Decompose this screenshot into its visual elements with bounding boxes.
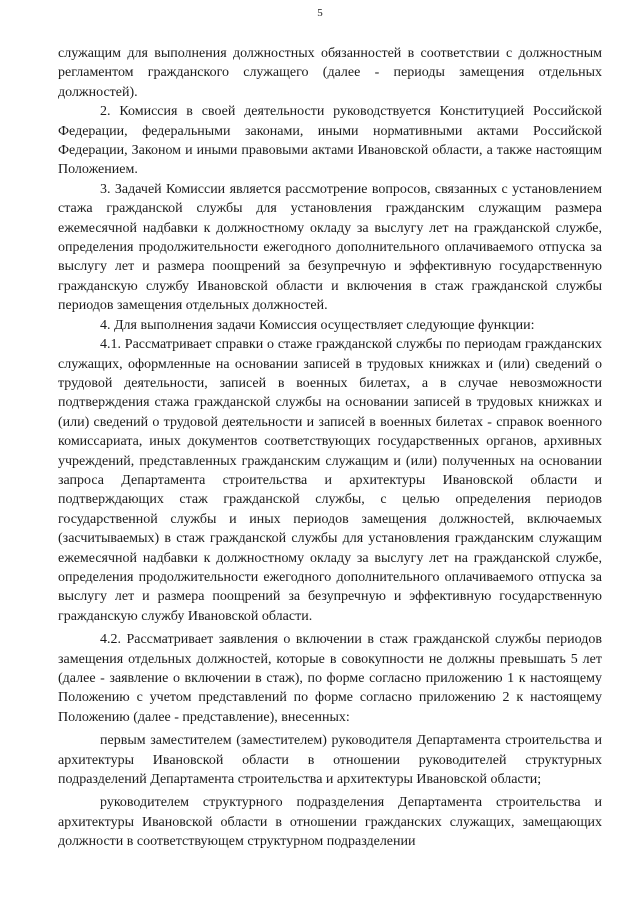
paragraph-4-1-certificates: 4.1. Рассматривает справки о стаже гражданской службы по периодам гражданских служащих, оформленные на основании записей в трудовых книжках и (или) сведений о трудовой деятельности, записей в военных билетах, а в случае невозможности подтверждения стажа гражданской службы на основании записей в трудовых книжках и (или) сведений о трудовой деятельности и записей в военных билетах - справок военного комиссариата, иных документов соответствующих государственных органов, архивных учреждений, представленных гражданским служащим и (или) полученных на основании запроса Департамента строительства и архитектуры Ивановской области и подтверждающих стаж гражданской службы, с целью определения периодов государственной службы и иных периодов замещения должностей, включаемых (засчитываемых) в стаж гражданской службы для установления гражданским служащим ежемесячной надбавки к должностному окладу за выслугу лет на гражданской службе, определения продолжительности ежегодного дополнительного оплачиваемого отпуска за выслугу лет и размера поощрений за безупречную и эффективную государственную гражданскую службу Ивановской области. <box>58 337 602 624</box>
page-number: 5 <box>317 7 323 19</box>
paragraph-continuation: служащим для выполнения должностных обязанностей в соответствии с должностным регламентом гражданского служащего (далее - периоды замещения отдельных должностей). <box>58 46 602 100</box>
paragraph-unit-head: руководителем структурного подразделения Департамента строительства и архитектуры Ивановской области в отношении гражданских служащих, замещающих должности в соответствующем структурном подразделении <box>58 795 602 850</box>
paragraph-3-task: 3. Задачей Комиссии является рассмотрение вопросов, связанных с установлением стажа гражданской службы для установления гражданским служащим размера ежемесячной надбавки к должностному окладу за выслугу лет на гражданской службе, определения продолжительности ежегодного дополнительного оплачиваемого отпуска за выслугу лет и размера поощрений за безупречную и эффективную государственную гражданскую службу Ивановской области и включения в стаж гражданской службы периодов замещения отдельных должностей. <box>58 181 602 314</box>
document-body <box>58 44 602 852</box>
paragraph-2-guidance: 2. Комиссия в своей деятельности руководствуется Конституцией Российской Федерации, федеральными законами, иными нормативными актами Российской Федерации, Законом и иными правовыми актами Ивановской области, а также настоящим Положением. <box>58 104 602 178</box>
paragraph-first-deputy: первым заместителем (заместителем) руководителя Департамента строительства и архитектуры Ивановской области в отношении руководителей структурных подразделений Департамента строительства и архитектуры Ивановской области; <box>58 733 602 788</box>
paragraph-4-2-applications: 4.2. Рассматривает заявления о включении в стаж гражданской службы периодов замещения отдельных должностей, которые в совокупности не должны превышать 5 лет (далее - заявление о включении в стаж), по форме согласно приложению 1 к настоящему Положению с учетом представлений по форме согласно приложению 2 к настоящему Положению (далее - представление), внесенных: <box>58 632 602 725</box>
paragraph-4-functions: 4. Для выполнения задачи Комиссия осуществляет следующие функции: <box>100 317 535 333</box>
